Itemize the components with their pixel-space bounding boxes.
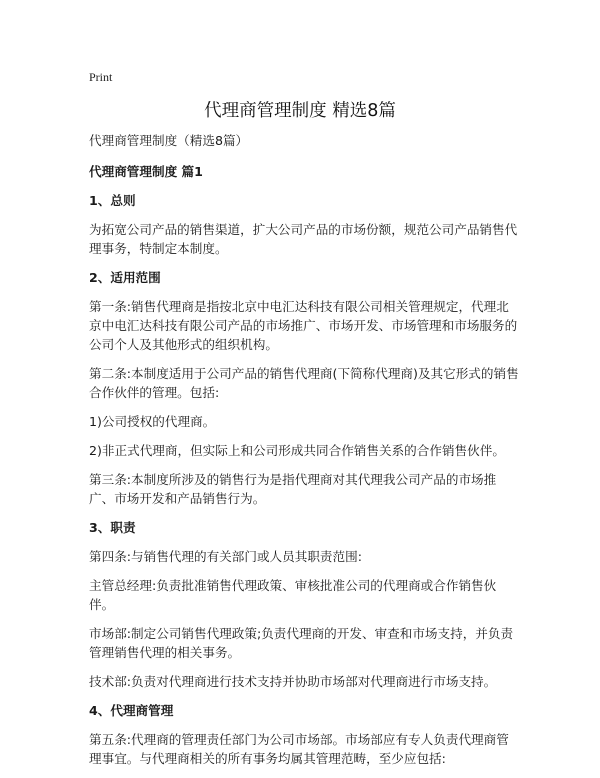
article-heading: 代理商管理制度 篇1 [89,164,203,179]
paragraph: 第一条:销售代理商是指按北京中电汇达科技有限公司相关管理规定，代理北京中电汇达科技有限公司产品的市场推广、市场开发、市场管理和市场服务的公司个人及其他形式的组织机构。 [89,299,518,352]
paragraph: 第二条:本制度适用于公司产品的销售代理商(下简称代理商)及其它形式的销售合作伙伴的管理。包括: [89,366,519,400]
section-heading-agent-management: 4、代理商管理 [89,703,174,718]
paragraph: 2)非正式代理商，但实际上和公司形成共同合作销售关系的合作销售伙伴。 [89,443,505,458]
paragraph: 第三条:本制度所涉及的销售行为是指代理商对其代理我公司产品的市场推广、市场开发和产品销售行为。 [89,472,497,506]
section-heading-scope: 2、适用范围 [89,270,161,285]
section-heading-duties: 3、职责 [89,520,136,535]
print-link[interactable]: Print [89,70,113,84]
paragraph: 1)公司授权的代理商。 [89,414,216,429]
document-title: 代理商管理制度 精选8篇 [204,101,396,121]
document-subtitle: 代理商管理制度（精选8篇） [89,133,249,148]
paragraph: 第四条:与销售代理的有关部门或人员其职责范围: [89,549,362,564]
section-heading-general: 1、总则 [89,193,136,208]
paragraph: 技术部:负责对代理商进行技术支持并协助市场部对代理商进行市场支持。 [89,674,497,689]
paragraph: 主管总经理:负责批准销售代理政策、审核批准公司的代理商或合作销售伙伴。 [89,578,497,612]
paragraph: 市场部:制定公司销售代理政策;负责代理商的开发、审查和市场支持，并负责管理销售代理的相关事务。 [89,626,514,660]
paragraph: 第五条:代理商的管理责任部门为公司市场部。市场部应有专人负责代理商管理事宜。与代理商相关的所有事务均属其管理范畴，至少应包括: [89,732,509,766]
paragraph: 为拓宽公司产品的销售渠道，扩大公司产品的市场份额，规范公司产品销售代理事务，特制定本制度。 [89,222,518,256]
document-body [89,131,521,778]
